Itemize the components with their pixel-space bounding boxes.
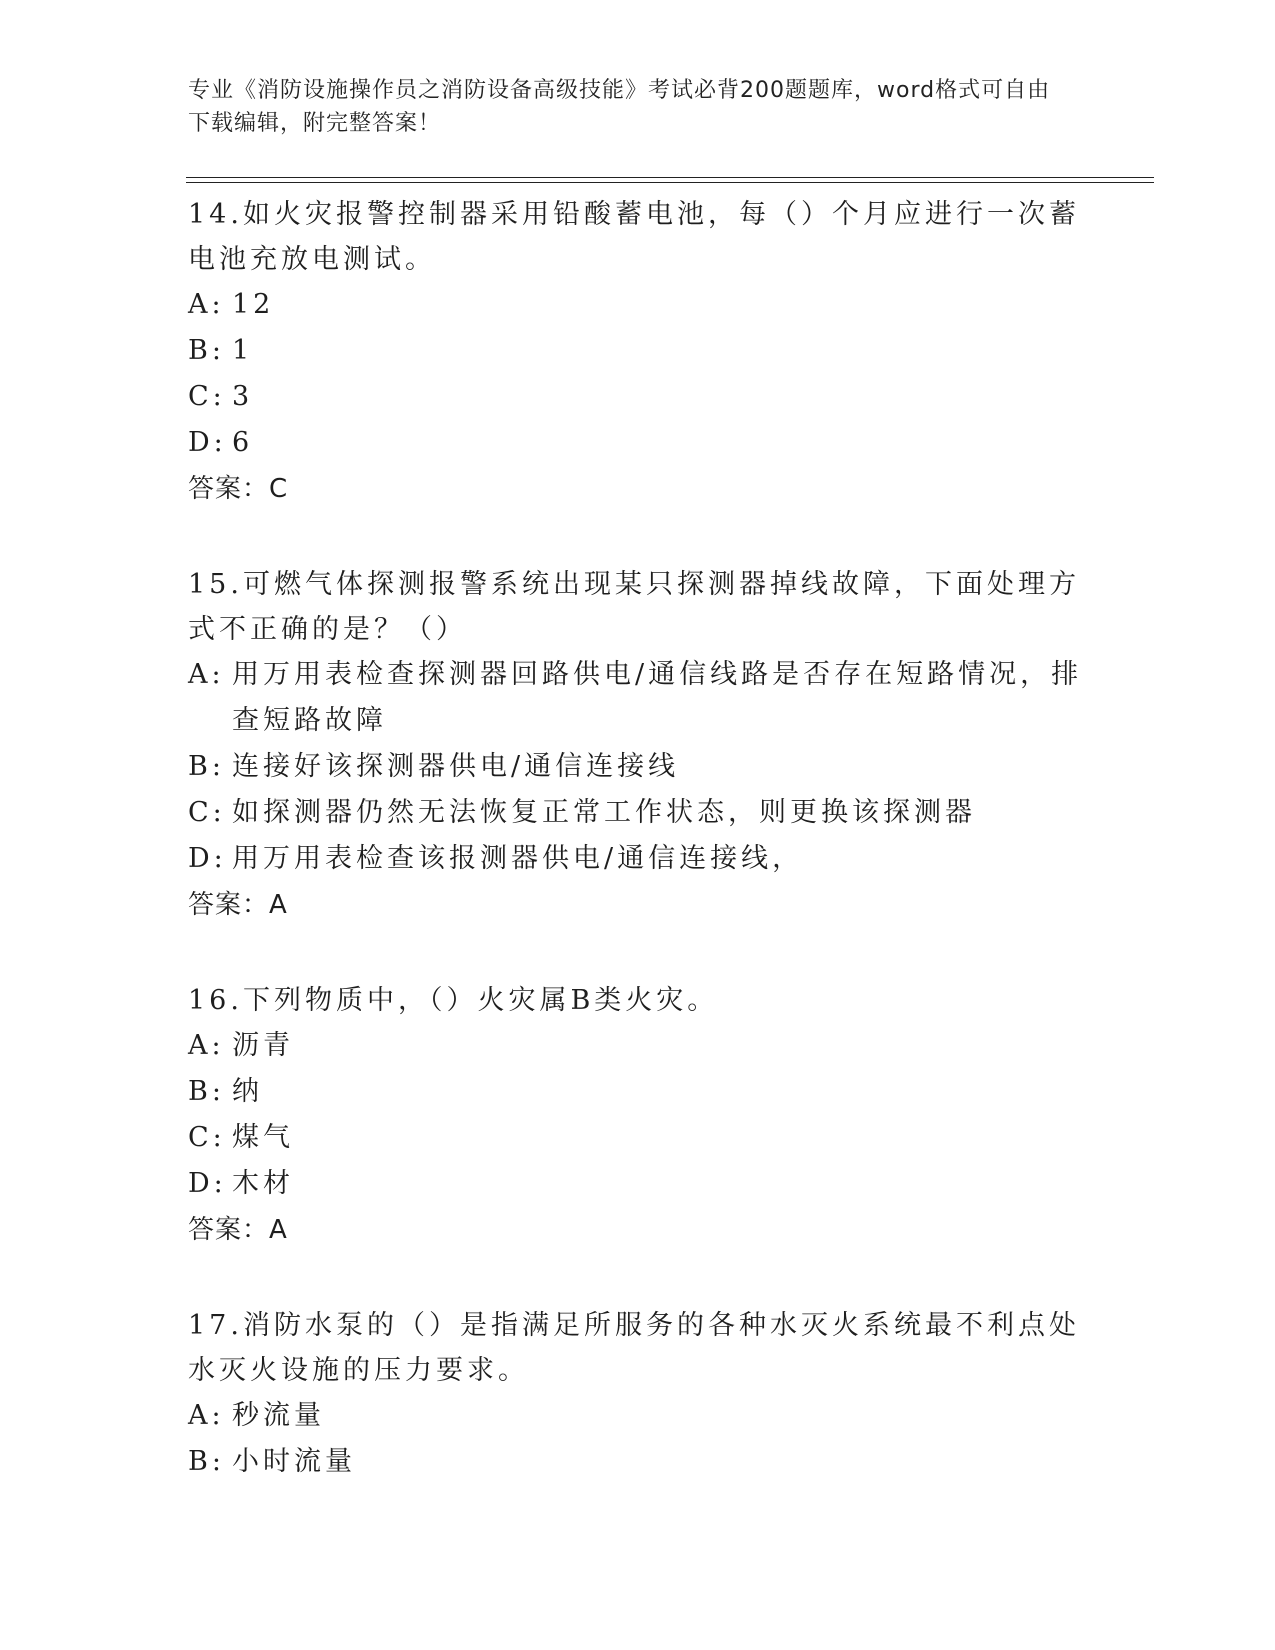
option-letter: C: (188, 797, 226, 828)
option-text: 纳 (232, 1076, 263, 1107)
option-text: 木材 (232, 1168, 294, 1199)
option-text: 小时流量 (232, 1446, 356, 1477)
option-c (188, 374, 1088, 420)
option-text: 3 (232, 381, 254, 412)
option-letter: B: (188, 751, 225, 782)
question-stem: 15.可燃气体探测报警系统出现某只探测器掉线故障，下面处理方式不正确的是？（） (188, 569, 1080, 645)
option-letter: C: (188, 381, 226, 412)
option-letter: A: (188, 1030, 225, 1061)
question-list (188, 190, 1088, 1485)
option-letter: D: (188, 1168, 227, 1199)
question-16 (188, 976, 1088, 1253)
option-d (188, 1161, 1088, 1207)
question-stem: 14.如火灾报警控制器采用铅酸蓄电池，每（）个月应进行一次蓄电池充放电测试。 (188, 199, 1080, 275)
option-c (188, 1115, 1088, 1161)
answer-line: 答案：A (188, 1215, 288, 1245)
option-b (188, 328, 1088, 374)
option-letter: D: (188, 427, 227, 458)
option-a (188, 1393, 1088, 1439)
option-text: 12 (232, 289, 275, 320)
option-a (188, 652, 1088, 744)
document-header: 专业《消防设施操作员之消防设备高级技能》考试必背200题题库，word格式可自由下载编辑，附完整答案！ (188, 78, 1051, 136)
option-d (188, 836, 1088, 882)
option-text: 用万用表检查该报测器供电/通信连接线， (232, 843, 804, 874)
option-letter: B: (188, 1446, 225, 1477)
option-b (188, 1439, 1088, 1485)
option-letter: B: (188, 1076, 225, 1107)
option-letter: C: (188, 1122, 226, 1153)
option-text: 沥青 (232, 1030, 294, 1061)
option-letter: A: (188, 1400, 225, 1431)
question-14 (188, 190, 1088, 512)
option-d (188, 420, 1088, 466)
option-text: 6 (232, 427, 254, 458)
option-text: 秒流量 (232, 1400, 325, 1431)
header-rule-top (186, 177, 1154, 178)
question-stem: 16.下列物质中，（）火灾属B类火灾。 (188, 985, 719, 1016)
question-15 (188, 560, 1088, 928)
option-b (188, 1069, 1088, 1115)
answer-line: 答案：C (188, 474, 289, 504)
option-b (188, 744, 1088, 790)
header-rule-bottom (186, 182, 1154, 183)
option-text: 煤气 (232, 1122, 294, 1153)
option-text: 1 (232, 335, 254, 366)
option-c (188, 790, 1088, 836)
option-letter: A: (188, 659, 225, 690)
option-letter: D: (188, 843, 227, 874)
option-text: 连接好该探测器供电/通信连接线 (232, 751, 680, 782)
option-a (188, 282, 1088, 328)
question-stem: 17.消防水泵的（）是指满足所服务的各种水灭火系统最不利点处水灭火设施的压力要求。 (188, 1310, 1080, 1386)
answer-line: 答案：A (188, 890, 288, 920)
question-17 (188, 1301, 1088, 1485)
option-a (188, 1023, 1088, 1069)
option-text: 用万用表检查探测器回路供电/通信线路是否存在短路情况，排查短路故障 (232, 659, 1083, 736)
option-letter: A: (188, 289, 225, 320)
option-text: 如探测器仍然无法恢复正常工作状态，则更换该探测器 (232, 797, 976, 828)
option-letter: B: (188, 335, 225, 366)
